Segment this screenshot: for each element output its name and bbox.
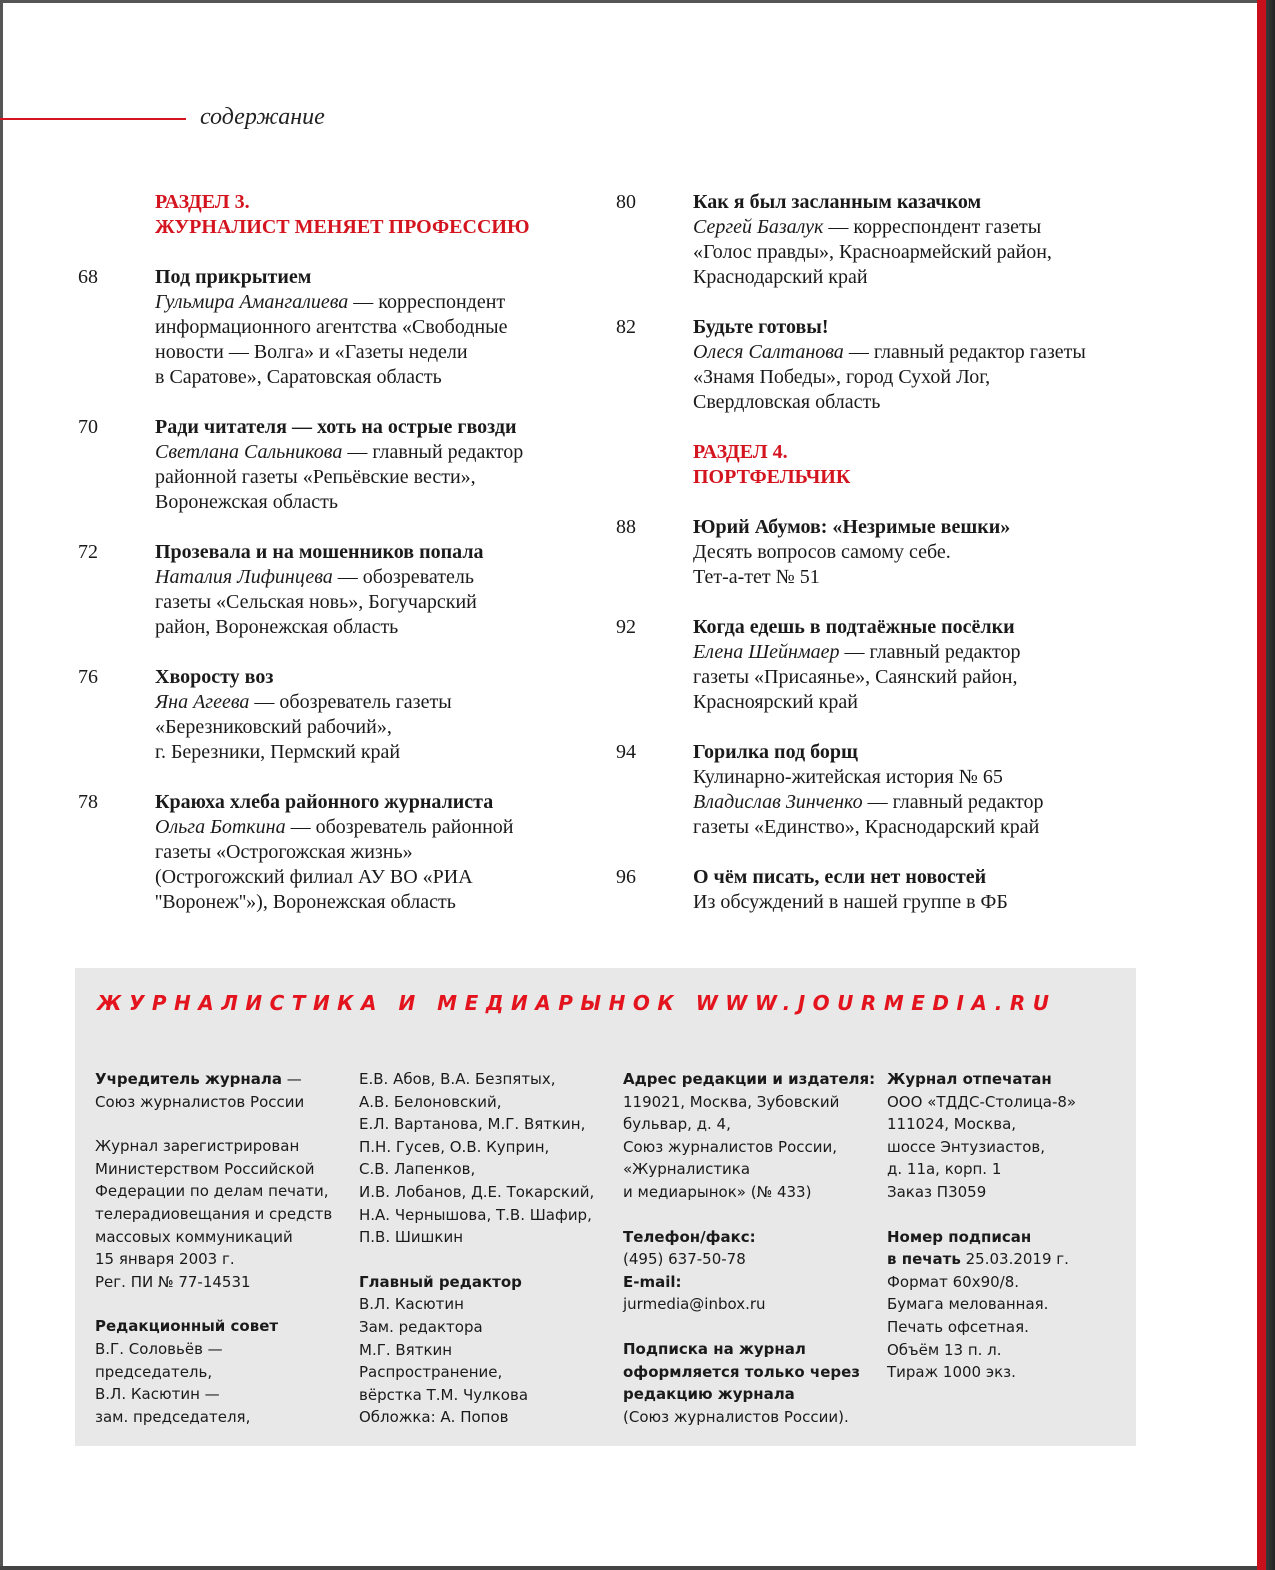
text-line: В.Л. Касютин: [359, 1295, 464, 1314]
text-line: В.Л. Касютин —: [95, 1385, 220, 1404]
text-line: Распространение,: [359, 1363, 503, 1382]
author-role: — корреспондент газеты: [828, 216, 1042, 238]
text-line: массовых коммуникаций: [95, 1227, 293, 1246]
text-line: П.В. Шишкин: [359, 1228, 464, 1247]
masthead: ЖУРНАЛИСТИКА И МЕДИАРЫНОК WWW.JOURMEDIA.RU: [97, 991, 1057, 1015]
text-line: д. 11а, корп. 1: [887, 1160, 1002, 1179]
entry-body: [155, 540, 568, 640]
page-number: 82: [616, 316, 636, 338]
author-role: — обозреватель газеты: [254, 691, 452, 713]
founder-label: Учредитель журнала: [95, 1070, 282, 1088]
council-member-list: [359, 1068, 594, 1249]
author-name: Елена Шейнмаер: [693, 641, 840, 663]
text-line: Формат 60x90/8.: [887, 1272, 1020, 1291]
text-line: бульвар, д. 4,: [623, 1115, 731, 1134]
author-details: новости — Волга» и «Газеты недели: [155, 341, 468, 363]
page-border-left: [0, 0, 3, 1570]
entry-body: [155, 790, 568, 915]
founder-value: Союз журналистов России: [95, 1092, 305, 1111]
author-name: Ольга Боткина: [155, 816, 286, 838]
toc-entry: [78, 790, 568, 915]
author-name: Олеся Салтанова: [693, 341, 844, 363]
editor-staff: [359, 1293, 594, 1429]
entry-body: [155, 415, 568, 515]
article-title: Под прикрытием: [155, 266, 312, 288]
article-title: Когда едешь в подтаёжные посёлки: [693, 616, 1015, 638]
byline: [155, 815, 568, 840]
text-line: председатель,: [95, 1362, 213, 1381]
page-number: 80: [616, 191, 636, 213]
page-border-top: [0, 0, 1257, 3]
signed-label: Номер подписан: [887, 1227, 1032, 1246]
author-details: газеты «Сельская новь», Богучарский: [155, 591, 477, 613]
author-name: Яна Агеева: [155, 691, 250, 713]
entry-body: [693, 515, 1136, 590]
imprint-box: [75, 968, 1136, 1446]
byline: [155, 690, 568, 715]
text-line: Е.Л. Вартанова, М.Г. Вяткин,: [359, 1115, 586, 1134]
author-name: Гульмира Амангалиева: [155, 291, 349, 313]
byline: [693, 340, 1136, 365]
imprint-column-4: [887, 1068, 1076, 1406]
article-title: О чём писать, если нет новостей: [693, 866, 987, 888]
toc-entry: [616, 515, 1136, 590]
address-lines: [623, 1091, 875, 1204]
text-line: «Журналистика: [623, 1160, 751, 1179]
phone-label: Телефон/факс:: [623, 1227, 756, 1246]
author-role: — главный редактор: [844, 641, 1021, 663]
text-line: редакцию журнала: [623, 1385, 795, 1404]
author-details: «Березниковский рабочий»,: [155, 716, 392, 738]
section-rule: [0, 118, 186, 120]
entry-body: [693, 615, 1136, 715]
text-line: Рег. ПИ № 77-14531: [95, 1272, 251, 1291]
print-specs: [887, 1271, 1076, 1384]
subscription-note: (Союз журналистов России).: [623, 1407, 849, 1426]
article-subtitle: Десять вопросов самому себе.: [693, 541, 951, 563]
author-details: газеты «Острогожская жизнь»: [155, 841, 413, 863]
byline: [693, 790, 1136, 815]
article-title: Будьте готовы!: [693, 316, 829, 338]
author-details: Воронежская область: [155, 491, 339, 513]
author-details: «Знамя Победы», город Сухой Лог,: [693, 366, 991, 388]
text-line: вёрстка Т.М. Чулкова: [359, 1385, 529, 1404]
imprint-column-2: [359, 1068, 594, 1451]
text-line: Обложка: А. Попов: [359, 1408, 509, 1427]
page-number: 78: [78, 791, 98, 813]
section-title: ЖУРНАЛИСТ МЕНЯЕТ ПРОФЕССИЮ: [155, 216, 530, 238]
article-title: Ради читателя — хоть на острые гвозди: [155, 416, 517, 438]
toc-left-column: [78, 190, 568, 940]
author-details: районной газеты «Репьёвские вести»,: [155, 466, 476, 488]
article-title: Хворосту воз: [155, 666, 274, 688]
article-title: Прозевала и на мошенников попала: [155, 541, 484, 563]
imprint-column-3: [623, 1068, 875, 1450]
toc-entry: [78, 540, 568, 640]
article-title: Краюха хлеба районного журналиста: [155, 791, 494, 813]
author-role: — обозреватель: [337, 566, 474, 588]
printer-info: [887, 1091, 1076, 1204]
toc-entry: [78, 665, 568, 765]
page-number: 68: [78, 266, 98, 288]
email-label: E-mail:: [623, 1272, 682, 1291]
page-number: 96: [616, 866, 636, 888]
section-heading: [155, 190, 568, 240]
byline: [155, 565, 568, 590]
text-line: шоссе Энтузиастов,: [887, 1137, 1045, 1156]
entry-body: [693, 740, 1136, 840]
author-details: «Голос правды», Красноармейский район,: [693, 241, 1052, 263]
text-line: Н.А. Чернышова, Т.В. Шафир,: [359, 1205, 592, 1224]
editor-label: Главный редактор: [359, 1272, 522, 1291]
author-details: Краснодарский край: [693, 266, 868, 288]
entry-body: [693, 190, 1136, 290]
text-line: 119021, Москва, Зубовский: [623, 1092, 840, 1111]
author-details: (Острогожский филиал АУ ВО «РИА: [155, 866, 473, 888]
author-details: Свердловская область: [693, 391, 881, 413]
text-line: Подписка на журнал: [623, 1339, 806, 1358]
author-role: — главный редактор: [347, 441, 524, 463]
text-line: Федерации по делам печати,: [95, 1182, 329, 1201]
text-line: Журнал зарегистрирован: [95, 1137, 300, 1156]
article-title: Юрий Абумов: «Незримые вешки»: [693, 516, 1011, 538]
registration-info: [95, 1135, 332, 1293]
author-details: газеты «Единство», Краснодарский край: [693, 816, 1040, 838]
toc-entry: [78, 415, 568, 515]
page-number: 88: [616, 516, 636, 538]
page-number: 76: [78, 666, 98, 688]
signed-date: 25.03.2019 г.: [960, 1250, 1069, 1269]
imprint-column-1: [95, 1068, 332, 1450]
toc-entries: [616, 515, 1136, 915]
author-details: газеты «Присаянье», Саянский район,: [693, 666, 1018, 688]
author-name: Светлана Сальникова: [155, 441, 343, 463]
text-line: Тираж 1000 экз.: [887, 1363, 1016, 1382]
text-line: Союз журналистов России,: [623, 1137, 838, 1156]
text-line: В.Г. Соловьёв —: [95, 1339, 223, 1358]
text-line: П.Н. Гусев, О.В. Куприн,: [359, 1137, 550, 1156]
text-line: Заказ П3059: [887, 1182, 987, 1201]
text-line: Зам. редактора: [359, 1317, 483, 1336]
byline: [155, 440, 568, 465]
text-line: оформляется только через: [623, 1362, 860, 1381]
toc-entry: [616, 865, 1136, 915]
text-line: С.В. Лапенков,: [359, 1160, 476, 1179]
toc-entry: [616, 190, 1136, 290]
toc-entry: [616, 315, 1136, 415]
section-heading: [693, 440, 1136, 490]
printed-label: Журнал отпечатан: [887, 1070, 1052, 1088]
article-title: Как я был засланным казачком: [693, 191, 982, 213]
page-number: 94: [616, 741, 636, 763]
section-number: РАЗДЕЛ 4.: [693, 441, 788, 463]
article-subtitle: Из обсуждений в нашей группе в ФБ: [693, 891, 1008, 913]
author-role: — главный редактор газеты: [848, 341, 1086, 363]
section-title: ПОРТФЕЛЬЧИК: [693, 466, 851, 488]
text-line: и медиарынок» (№ 433): [623, 1182, 812, 1201]
text-line: А.В. Белоновский,: [359, 1092, 502, 1111]
article-subtitle: Тет-а-тет № 51: [693, 566, 820, 588]
author-role: — обозреватель районной: [290, 816, 514, 838]
text-line: Объём 13 п. л.: [887, 1340, 1002, 1359]
council-label: Редакционный совет: [95, 1317, 279, 1336]
author-details: район, Воронежская область: [155, 616, 399, 638]
author-role: — корреспондент: [353, 291, 506, 313]
email-value: jurmedia@inbox.ru: [623, 1295, 766, 1314]
author-name: Владислав Зинченко: [693, 791, 863, 813]
page-number: 72: [78, 541, 98, 563]
text-line: 15 января 2003 г.: [95, 1250, 235, 1269]
text-line: ООО «ТДДС-Столица-8»: [887, 1092, 1077, 1111]
founder-dash: —: [282, 1070, 302, 1088]
phone-value: (495) 637-50-78: [623, 1250, 746, 1269]
text-line: Печать офсетная.: [887, 1317, 1029, 1336]
text-line: Министерством Российской: [95, 1159, 315, 1178]
council-members: [95, 1338, 332, 1428]
byline: [693, 215, 1136, 240]
text-line: зам. председателя,: [95, 1407, 251, 1426]
page-border-bottom: [0, 1566, 1257, 1570]
page-number: 70: [78, 416, 98, 438]
section-number: РАЗДЕЛ 3.: [155, 191, 250, 213]
toc-entry: [616, 615, 1136, 715]
entry-body: [693, 865, 1136, 915]
author-details: ''Воронеж''»), Воронежская область: [155, 891, 456, 913]
text-line: телерадиовещания и средств: [95, 1204, 333, 1223]
toc-entries: [616, 190, 1136, 415]
author-name: Сергей Базалук: [693, 216, 824, 238]
section-label: содержание: [200, 104, 325, 130]
toc-entries: [78, 265, 568, 915]
article-title: Горилка под борщ: [693, 741, 858, 763]
toc-entry: [78, 265, 568, 390]
text-line: М.Г. Вяткин: [359, 1340, 453, 1359]
author-details: информационного агентства «Свободные: [155, 316, 508, 338]
text-line: 111024, Москва,: [887, 1115, 1017, 1134]
author-details: в Саратове», Саратовская область: [155, 366, 442, 388]
toc-entry: [616, 740, 1136, 840]
author-details: г. Березники, Пермский край: [155, 741, 401, 763]
author-role: — главный редактор: [867, 791, 1044, 813]
author-details: Красноярский край: [693, 691, 858, 713]
text-line: Бумага мелованная.: [887, 1295, 1049, 1314]
byline: [155, 290, 568, 315]
address-label: Адрес редакции и издателя:: [623, 1070, 876, 1088]
signed-label-2: в печать: [887, 1250, 961, 1269]
page-number: 92: [616, 616, 636, 638]
subscription-info: [623, 1338, 875, 1406]
text-line: И.В. Лобанов, Д.Е. Токарский,: [359, 1182, 595, 1201]
page-border-right: [1257, 0, 1275, 1570]
entry-body: [155, 665, 568, 765]
toc-right-column: [616, 190, 1136, 940]
text-line: Е.В. Абов, В.А. Безпятых,: [359, 1070, 556, 1088]
entry-body: [155, 265, 568, 390]
entry-body: [693, 315, 1136, 415]
byline: [693, 640, 1136, 665]
article-subtitle: Кулинарно-житейская история № 65: [693, 766, 1003, 788]
author-name: Наталия Лифинцева: [155, 566, 333, 588]
